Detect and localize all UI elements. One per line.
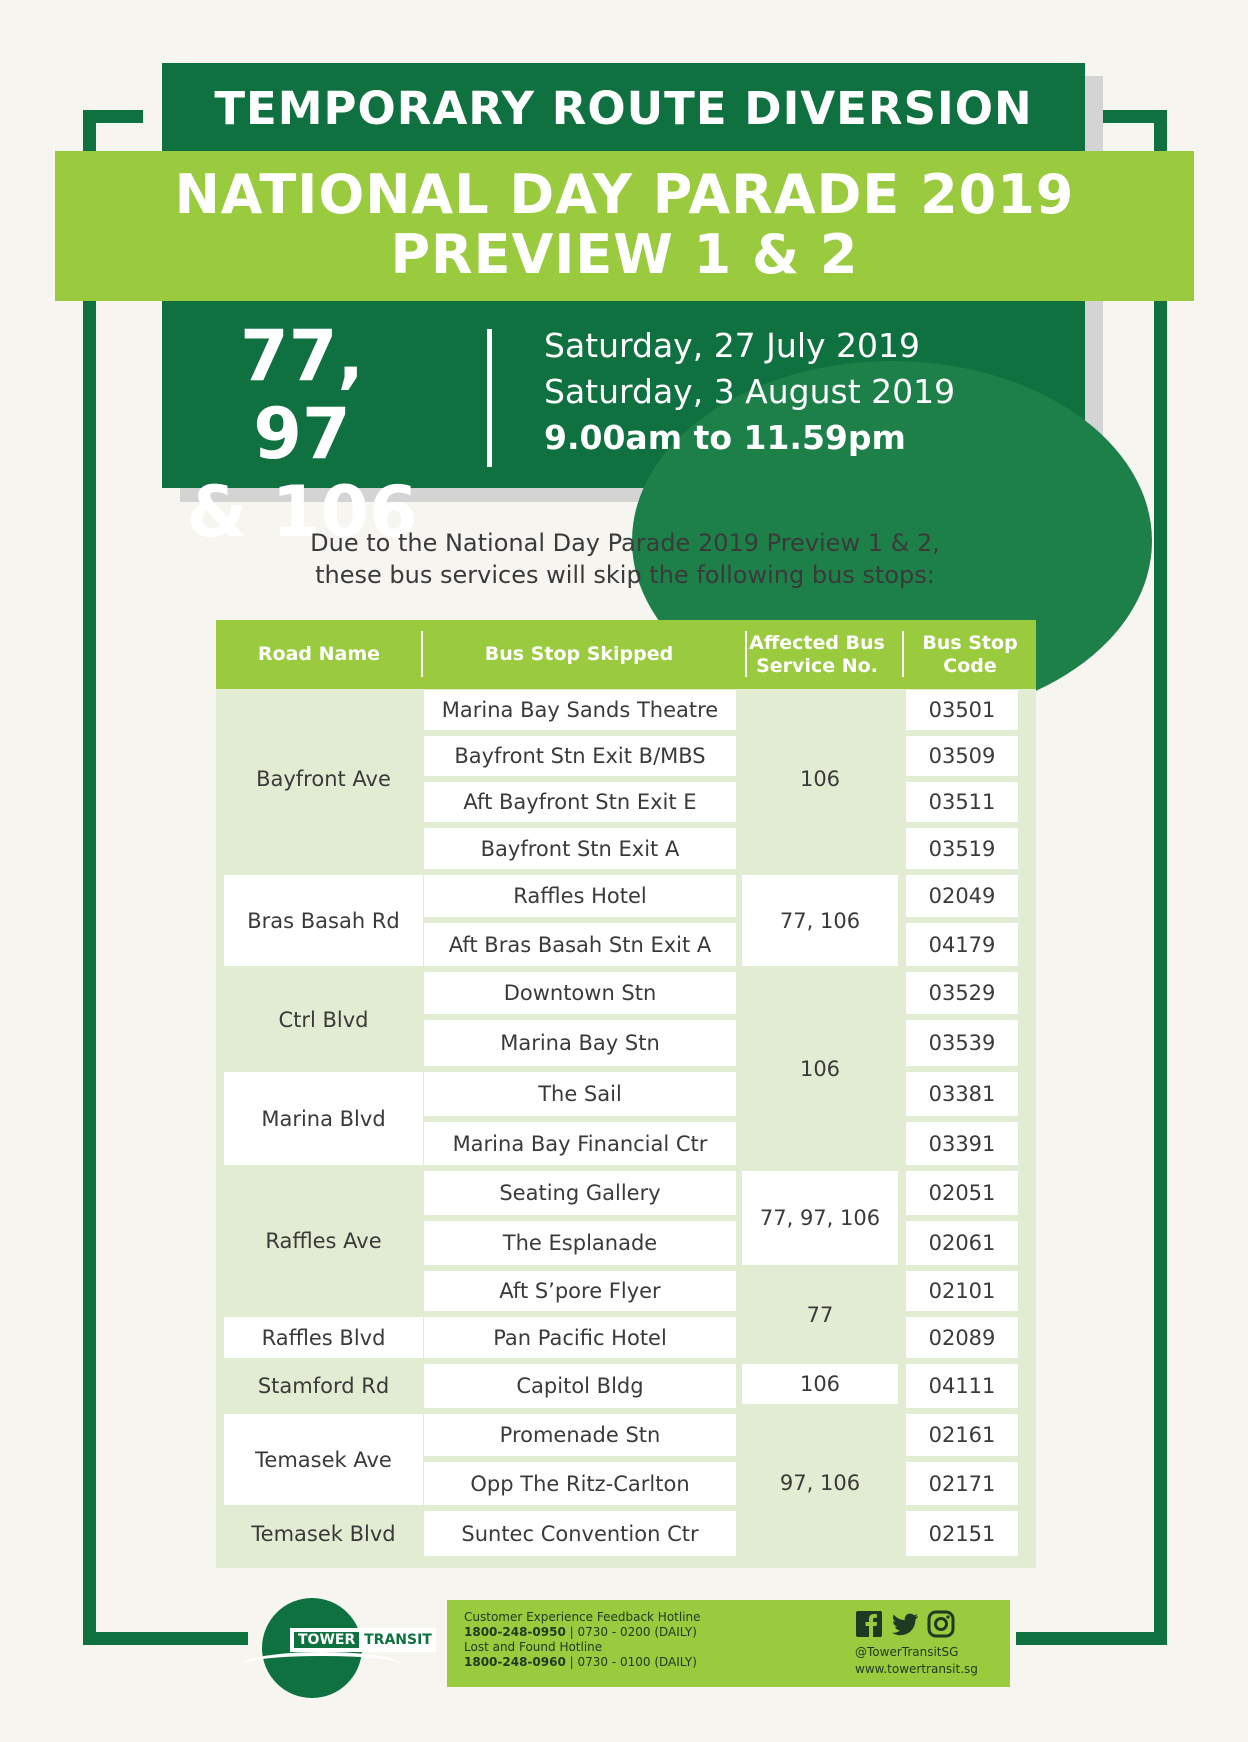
- instagram-icon[interactable]: [927, 1610, 955, 1638]
- header-road-name: Road Name: [257, 643, 381, 665]
- stop-code-cell: 03509: [906, 736, 1018, 776]
- header-divider: [487, 329, 492, 467]
- time-range: 9.00am to 11.59pm: [544, 418, 906, 457]
- service-cell: 77: [806, 1302, 834, 1327]
- service-cell: 106: [742, 1364, 898, 1404]
- bus-stop-cell: Aft Bayfront Stn Exit E: [424, 782, 736, 822]
- header-bus-stop: Bus Stop Skipped: [484, 643, 674, 665]
- bus-stop-cell: Seating Gallery: [424, 1171, 736, 1215]
- service-cell: 106: [799, 1056, 841, 1081]
- stop-code-cell: 02101: [906, 1271, 1018, 1311]
- stop-code-cell: 03511: [906, 782, 1018, 822]
- event-title: [55, 151, 1194, 301]
- stop-code-cell: 04179: [906, 923, 1018, 966]
- frame-top-left-bar: [83, 110, 143, 123]
- service-cell: 77, 97, 106: [742, 1171, 898, 1265]
- intro-line1: Due to the National Day Parade 2019 Preview 1 & 2,: [310, 529, 940, 557]
- stop-code-cell: 03391: [906, 1122, 1018, 1165]
- header-code-line2: Code: [943, 654, 997, 677]
- website-link[interactable]: www.towertransit.sg: [855, 1662, 978, 1676]
- stop-code-cell: 02161: [906, 1414, 1018, 1456]
- social-handle[interactable]: @TowerTransitSG: [855, 1645, 959, 1659]
- frame-right-bar: [1154, 110, 1167, 1645]
- stop-code-cell: 04111: [906, 1364, 1018, 1408]
- header-service-line1: Affected Bus: [749, 631, 885, 654]
- header-service-no: [747, 620, 887, 689]
- bus-stop-cell: Pan Pacific Hotel: [424, 1317, 736, 1358]
- lost-found-line: [464, 1655, 697, 1670]
- intro-text: [200, 527, 1050, 591]
- hotline-number: 1800-248-0950: [464, 1625, 566, 1639]
- bus-stop-table: [216, 620, 1036, 1568]
- bus-stop-cell: Aft S’pore Flyer: [424, 1271, 736, 1311]
- stop-code-cell: 02089: [906, 1317, 1018, 1358]
- service-cell: 106: [799, 767, 841, 791]
- stop-code-cell: 02051: [906, 1171, 1018, 1215]
- table-header: [216, 620, 1036, 689]
- logo-swoosh: [242, 1652, 402, 1678]
- stop-code-cell: 02171: [906, 1462, 1018, 1505]
- stop-code-cell: 03519: [906, 828, 1018, 869]
- road-name-cell: Ctrl Blvd: [278, 1008, 369, 1032]
- services-line2: & 106: [186, 471, 418, 553]
- stop-code-cell: 02061: [906, 1221, 1018, 1265]
- logo-word-transit: TRANSIT: [364, 1632, 432, 1648]
- bus-stop-cell: Capitol Bldg: [424, 1364, 736, 1408]
- facebook-icon[interactable]: [855, 1610, 883, 1638]
- frame-bottom-right-bar: [1016, 1632, 1167, 1645]
- social-icons: [855, 1610, 975, 1638]
- banner-title: TEMPORARY ROUTE DIVERSION: [162, 63, 1085, 151]
- affected-services: [182, 317, 422, 551]
- bus-stop-cell: Opp The Ritz-Carlton: [424, 1462, 736, 1505]
- service-cell: 77, 106: [742, 875, 898, 966]
- contact-box: [447, 1600, 1010, 1687]
- hotline-label: Customer Experience Feedback Hotline: [464, 1610, 701, 1624]
- stop-code-cell: 03501: [906, 690, 1018, 730]
- bus-stop-cell: The Esplanade: [424, 1221, 736, 1265]
- bus-stop-cell: Promenade Stn: [424, 1414, 736, 1456]
- date-2: Saturday, 3 August 2019: [544, 372, 956, 411]
- event-title-line2: PREVIEW 1 & 2: [390, 223, 859, 286]
- frame-bottom-left-bar: [83, 1632, 248, 1645]
- hotline-hours: | 0730 - 0200 (DAILY): [565, 1625, 697, 1639]
- stop-code-cell: 02049: [906, 875, 1018, 917]
- bus-stop-cell: The Sail: [424, 1072, 736, 1116]
- stop-code-cell: 03381: [906, 1072, 1018, 1116]
- road-name-cell: Bras Basah Rd: [224, 875, 423, 966]
- lost-found-number: 1800-248-0960: [464, 1655, 566, 1669]
- road-name-cell: Temasek Ave: [224, 1414, 423, 1505]
- road-name-cell: Temasek Blvd: [251, 1521, 396, 1546]
- frame-top-right-bar: [1100, 110, 1167, 123]
- service-cell: 97, 106: [779, 1471, 861, 1495]
- frame-left-bar: [83, 110, 96, 1645]
- intro-line2: these bus services will skip the following bus stops:: [315, 561, 935, 589]
- bus-stop-cell: Marina Bay Sands Theatre: [424, 690, 736, 730]
- road-name-cell: Raffles Ave: [265, 1229, 382, 1253]
- logo-word-tower: TOWER: [294, 1632, 359, 1648]
- bus-stop-cell: Marina Bay Financial Ctr: [424, 1122, 736, 1165]
- bus-stop-cell: Aft Bras Basah Stn Exit A: [424, 923, 736, 966]
- hotline-line: [464, 1625, 697, 1640]
- bus-stop-cell: Bayfront Stn Exit A: [424, 828, 736, 869]
- header-code-line1: Bus Stop: [922, 631, 1018, 654]
- road-name-cell: Stamford Rd: [257, 1374, 390, 1398]
- stop-code-cell: 02151: [906, 1511, 1018, 1556]
- bus-stop-cell: Downtown Stn: [424, 972, 736, 1014]
- diversion-dates: [544, 323, 955, 461]
- twitter-icon[interactable]: [891, 1610, 919, 1638]
- road-name-cell: Marina Blvd: [224, 1072, 423, 1165]
- header-service-line2: Service No.: [756, 654, 878, 677]
- event-title-line1: NATIONAL DAY PARADE 2019: [174, 163, 1075, 226]
- bus-stop-cell: Marina Bay Stn: [424, 1020, 736, 1066]
- date-1: Saturday, 27 July 2019: [544, 326, 920, 365]
- road-name-cell: Raffles Blvd: [224, 1317, 423, 1358]
- bus-stop-cell: Raffles Hotel: [424, 875, 736, 917]
- bus-stop-cell: Suntec Convention Ctr: [424, 1511, 736, 1556]
- services-line1: 77, 97: [239, 315, 364, 475]
- lost-found-label: Lost and Found Hotline: [464, 1640, 603, 1654]
- lost-found-hours: | 0730 - 0100 (DAILY): [565, 1655, 697, 1669]
- road-name-cell: Bayfront Ave: [256, 767, 391, 791]
- stop-code-cell: 03529: [906, 972, 1018, 1014]
- header-stop-code: [904, 620, 1036, 689]
- stop-code-cell: 03539: [906, 1020, 1018, 1066]
- logo-wordmark: [290, 1628, 436, 1652]
- bus-stop-cell: Bayfront Stn Exit B/MBS: [424, 736, 736, 776]
